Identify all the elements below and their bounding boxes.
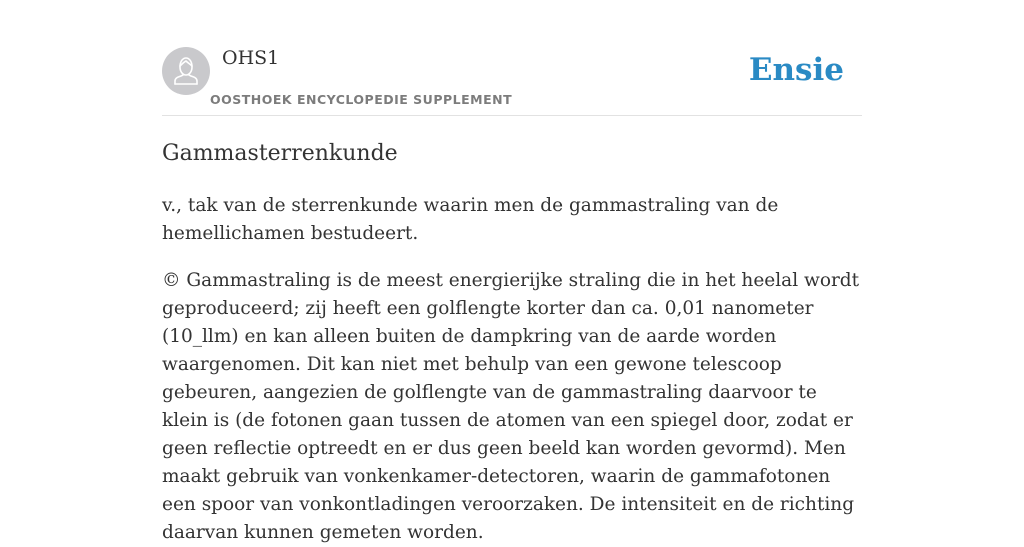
- article-body: [162, 138, 862, 547]
- author-name[interactable]: OHS1: [222, 47, 280, 69]
- description-paragraph: © Gammastraling is de meest energierijke straling die in het heelal wordt geproduceerd; zij heeft een golflengte korter dan ca. 0,01 nanometer (10_llm) en kan alleen buiten de dampkring van de aarde worden waargenomen. Dit kan niet met behulp van een gewone telescoop gebeuren, aangezien de golflengte van de gammastraling daarvoor te klein is (de fotonen gaan tussen de atomen van een spiegel door, zodat er geen reflectie optreedt en er dus geen beeld kan worden gevormd). Men maakt gebruik van vonkenkamer-detectoren, waarin de gammafotonen een spoor van vonkontladingen veroorzaken. De intensiteit en de richting daarvan kunnen gemeten worden.: [162, 270, 860, 543]
- brand-logo[interactable]: Ensie: [748, 52, 844, 88]
- user-placeholder-icon: [162, 47, 210, 95]
- page-title: Gammasterrenkunde: [162, 141, 398, 166]
- definition-paragraph: v., tak van de sterrenkunde waarin men de gammastraling van de hemellichamen bestudeert.: [162, 195, 779, 244]
- article-header: [162, 46, 862, 116]
- source-label[interactable]: OOSTHOEK ENCYCLOPEDIE SUPPLEMENT: [210, 92, 513, 107]
- avatar[interactable]: [162, 47, 210, 95]
